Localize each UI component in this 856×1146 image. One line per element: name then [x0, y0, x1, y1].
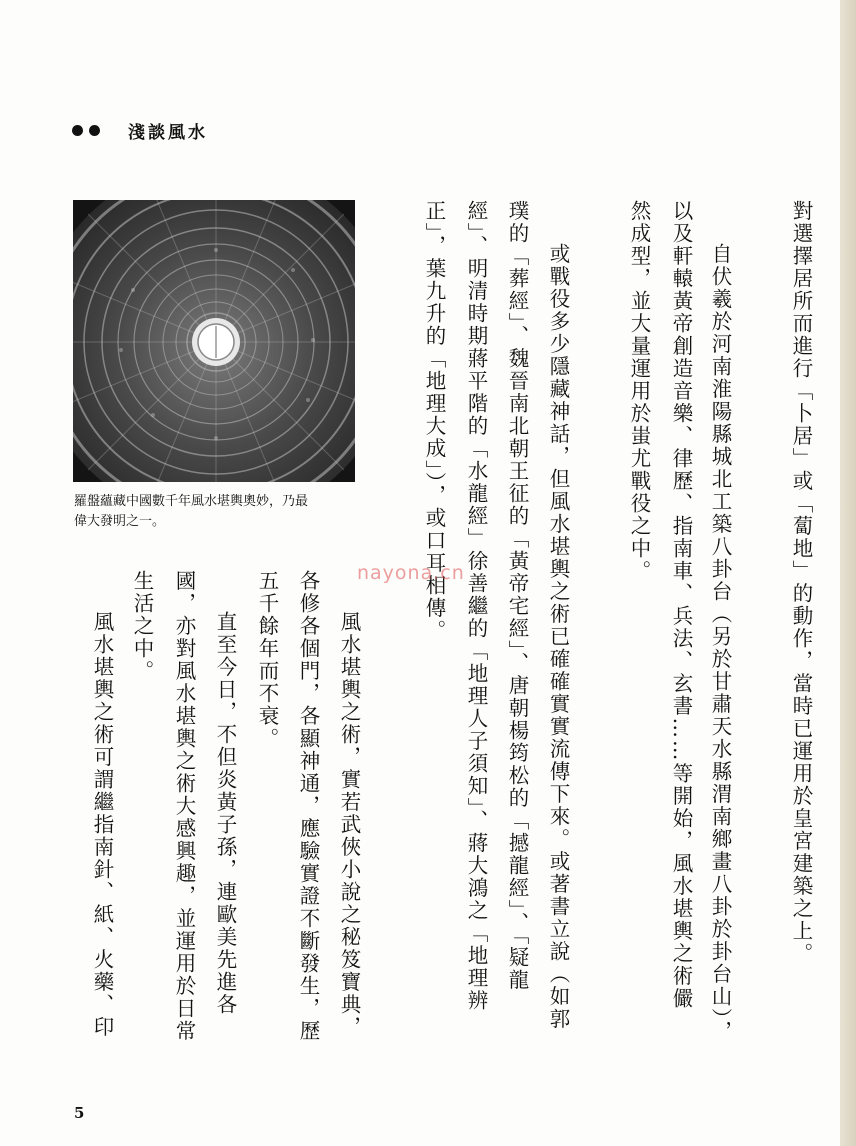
- watermark: nayona.cn: [357, 562, 465, 584]
- page-edge: [840, 0, 856, 1146]
- text-column: 五千餘年而不衰。: [255, 570, 279, 750]
- text-column: 以及軒轅黃帝創造音樂、律歷、指南車、兵法、玄書……等開始，風水堪輿之術儼: [669, 200, 693, 1010]
- running-header-title: 淺談風水: [128, 122, 208, 143]
- text-column: 自伏羲於河南淮陽縣城北工築八卦台（另於甘肅天水縣渭南鄉畫八卦於卦台山），: [708, 243, 732, 1043]
- text-column: 國，亦對風水堪輿之術大感興趣，並運用於日常: [172, 570, 196, 1043]
- text-column: 然成型，並大量運用於蚩尤戰役之中。: [627, 200, 651, 583]
- text-column: 直至今日，不但炎黃子孫，連歐美先進各: [213, 611, 237, 1016]
- bullet-dot-icon: [72, 125, 83, 136]
- text-column: 璞的「葬經」、魏晉南北朝王征的「黃帝宅經」、唐朝楊筠松的「撼龍經」、「疑龍: [505, 200, 529, 992]
- running-header: [72, 118, 208, 142]
- figure-caption: [74, 492, 374, 532]
- compass-photo: [73, 200, 355, 482]
- page-number: 5: [74, 1104, 85, 1122]
- figure-caption-line: 偉大發明之一。: [74, 514, 166, 529]
- text-column: 對選擇居所而進行「卜居」或「蔔地」的動作，當時已運用於皇宮建築之上。: [789, 200, 813, 965]
- bullet-dot-icon: [89, 125, 100, 136]
- text-column: 正」，葉九升的「地理大成」），或口耳相傳。: [422, 200, 446, 642]
- text-column: 經」、明清時期蔣平階的「水龍經」徐善繼的「地理人子須知」、蔣大鴻之「地理辨: [464, 200, 488, 1012]
- text-column: 風水堪輿之術可謂繼指南針、紙、火藥、印: [90, 611, 114, 1039]
- text-column: 各修各個門，各顯神通，應驗實證不斷發生，歷: [296, 570, 320, 1043]
- luopan-compass-icon: [73, 200, 355, 482]
- text-column: 或戰役多少隱藏神話，但風水堪輿之術已確確實實流傳下來。或著書立說（如郭: [546, 243, 570, 1031]
- figure-caption-line: 羅盤蘊藏中國數千年風水堪輿奧妙，乃最: [74, 494, 309, 509]
- text-column: 生活之中。: [130, 570, 154, 683]
- text-column: 風水堪輿之術，實若武俠小說之秘笈寶典，: [337, 611, 361, 1039]
